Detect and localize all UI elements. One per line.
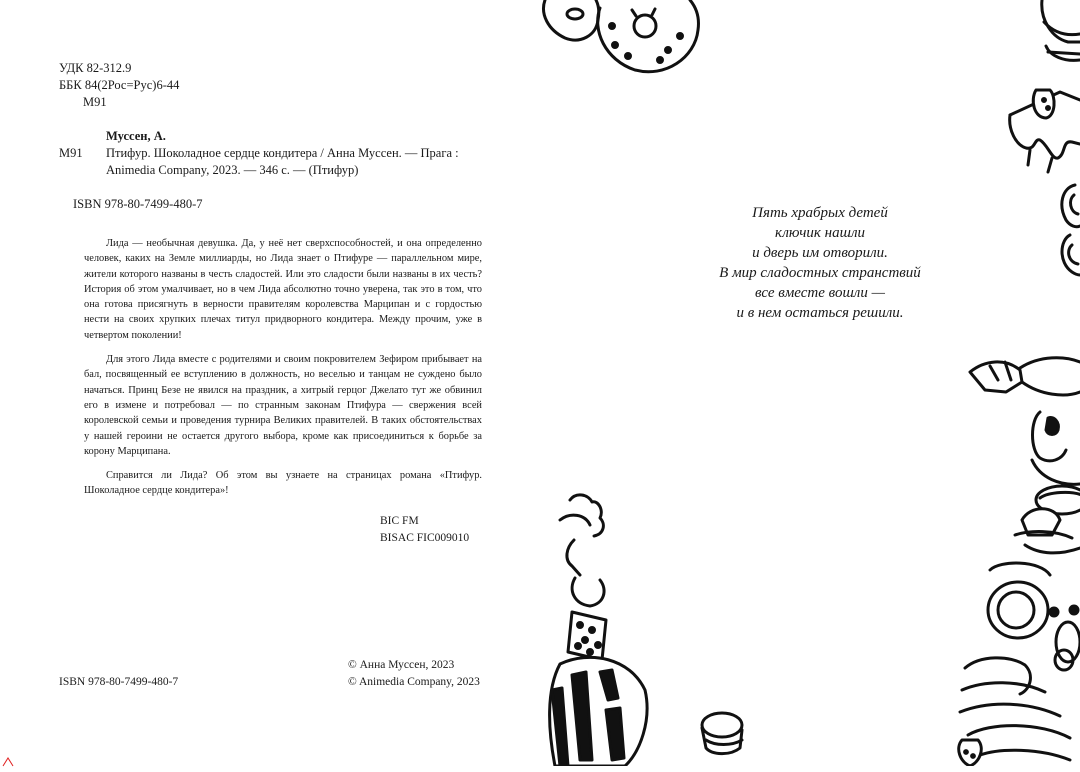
isbn-top: ISBN 978-80-7499-480-7 (73, 197, 203, 211)
bibliographic-line-2: Animedia Company, 2023. — 346 с. — (Птифур) (106, 163, 359, 177)
epigraph-line: В мир сладостных странствий (719, 265, 921, 281)
annotation-paragraph: Для этого Лида вместе с родителями и своим покровителем Зефиром прибывает на бал, посвященный ее вступлению в должность, но веселью и танцам не суждено было начаться. Принц Безе не явился на праздник, а хитрый герцог Джелато тут же обвинил его в измене и потребовал — по странным законам Птифура — свержения всей королевской семьи и проведения турнира Великих правителей. В таких обстоятельствах у нашей героини не остается другого выбора, кроме как присоединиться к борьбе за корону Марципана. (84, 354, 482, 457)
bibliographic-line-1: Птифур. Шоколадное сердце кондитера / Анна Муссен. — Прага : (106, 146, 459, 160)
epigraph-line: и дверь им отворили. (752, 245, 888, 261)
crop-mark (2, 754, 14, 764)
donut-doodle-icon (544, 0, 699, 72)
bic-code: BIC FM (380, 515, 419, 527)
annotation-paragraph: Справится ли Лида? Об этом вы узнаете на страницах романа «Птифур. Шоколадное сердце кондитера»! (84, 470, 482, 497)
index-code: М91 (59, 146, 83, 160)
epigraph-line: Пять храбрых детей (752, 205, 888, 221)
udk-code: УДК 82-312.9 (59, 61, 132, 75)
annotation-paragraph: Лида — необычная девушка. Да, у неё нет сверхспособностей, и она определенно человек, каких на Земле миллиарды, но Лида знает о Птифуре — параллельном мире, жители которого названы в честь сладостей. Или это сладости были названы в их честь? История об этом умалчивает, но в чем Лида абсолютно точно уверена, так это в том, что она готова присягнуть в верности правителям королевства Марципан и с гордостью нести на своих хрупких плечах титул придворного кондитера. Между прочим, уже в четвертом поколении! (84, 238, 482, 341)
author-sign: М91 (83, 95, 107, 109)
epigraph-line: ключик нашли (775, 225, 865, 241)
bbk-code: ББК 84(2Рос=Рус)6-44 (59, 78, 180, 92)
copyright-publisher: © Animedia Company, 2023 (348, 676, 480, 688)
epigraph-line: все вместе вошли — (755, 285, 885, 301)
isbn-bottom: ISBN 978-80-7499-480-7 (59, 676, 179, 688)
sweets-stack-doodle-icon (959, 0, 1080, 766)
bisac-code: BISAC FIC009010 (380, 532, 470, 544)
copyright-author: © Анна Муссен, 2023 (348, 659, 455, 671)
dessert-doodle-icon (550, 495, 742, 766)
author-name: Муссен, А. (106, 129, 166, 143)
epigraph-line: и в нем остаться решили. (736, 305, 904, 321)
